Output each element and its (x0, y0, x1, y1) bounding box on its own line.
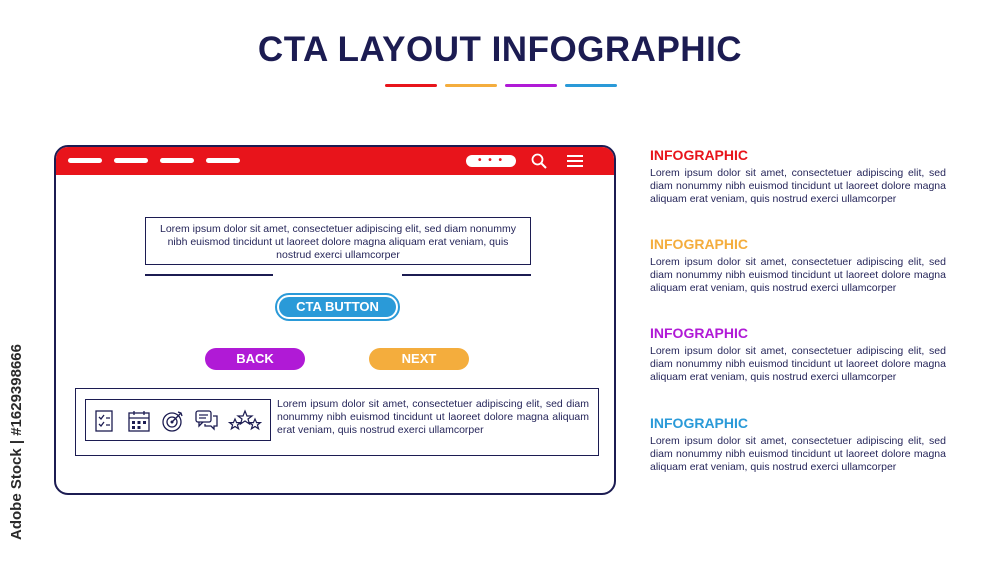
nav-dash[interactable] (206, 158, 240, 163)
cta-button[interactable] (275, 293, 400, 321)
info-section-3 (650, 325, 946, 384)
accent-line-blue (565, 84, 617, 87)
browser-window (54, 145, 616, 495)
bottom-text: Lorem ipsum dolor sit amet, consectetuer adipiscing elit, sed diam nonummy nibh euismod tincidunt ut laoreet dolore magna aliquam erat veniam, quis nostrud exerci ullamcorper (277, 398, 589, 436)
info-section-1 (650, 147, 946, 206)
address-dots[interactable]: • • • (466, 155, 516, 167)
divider-line-left (145, 274, 273, 276)
window-header-bar (56, 147, 614, 175)
bottom-content-box (75, 388, 599, 456)
nav-dash[interactable] (160, 158, 194, 163)
back-button[interactable]: BACK (205, 348, 305, 370)
accent-line-purple (505, 84, 557, 87)
section-heading: INFOGRAPHIC (650, 147, 748, 163)
accent-line-orange (445, 84, 497, 87)
section-heading: INFOGRAPHIC (650, 325, 748, 341)
cta-button-label: CTA BUTTON (279, 297, 396, 317)
info-section-2 (650, 236, 946, 295)
page-title: CTA LAYOUT INFOGRAPHIC (257, 30, 743, 69)
target-icon (160, 408, 186, 434)
accent-line-red (385, 84, 437, 87)
next-button[interactable]: NEXT (369, 348, 469, 370)
checklist-icon (92, 408, 118, 434)
section-text: Lorem ipsum dolor sit amet, consectetuer adipiscing elit, sed diam nonummy nibh euismod tincidunt ut laoreet dolore magna aliquam erat veniam, quis nostrud exerci ullamcorper (650, 345, 946, 383)
rating-stars-icon (228, 408, 262, 434)
search-icon[interactable] (530, 152, 548, 170)
calendar-icon (126, 408, 152, 434)
info-section-4 (650, 415, 946, 474)
menu-icon[interactable] (566, 152, 584, 170)
nav-dash[interactable] (114, 158, 148, 163)
section-heading: INFOGRAPHIC (650, 236, 748, 252)
section-heading: INFOGRAPHIC (650, 415, 748, 431)
divider-line-right (402, 274, 531, 276)
section-text: Lorem ipsum dolor sit amet, consectetuer adipiscing elit, sed diam nonummy nibh euismod tincidunt ut laoreet dolore magna aliquam erat veniam, quis nostrud exerci ullamcorper (650, 167, 946, 205)
section-text: Lorem ipsum dolor sit amet, consectetuer adipiscing elit, sed diam nonummy nibh euismod tincidunt ut laoreet dolore magna aliquam erat veniam, quis nostrud exerci ullamcorper (650, 435, 946, 473)
top-text-box: Lorem ipsum dolor sit amet, consectetuer adipiscing elit, sed diam nonummy nibh euismod tincidunt ut laoreet dolore magna aliquam erat veniam, quis nostrud exerci ullamcorper (145, 217, 531, 265)
watermark-text: Adobe Stock | #1629398666 (8, 344, 25, 540)
icon-strip (85, 399, 271, 441)
watermark (8, 310, 28, 540)
chat-icon (194, 408, 220, 434)
nav-dash[interactable] (68, 158, 102, 163)
section-text: Lorem ipsum dolor sit amet, consectetuer adipiscing elit, sed diam nonummy nibh euismod tincidunt ut laoreet dolore magna aliquam erat veniam, quis nostrud exerci ullamcorper (650, 256, 946, 294)
